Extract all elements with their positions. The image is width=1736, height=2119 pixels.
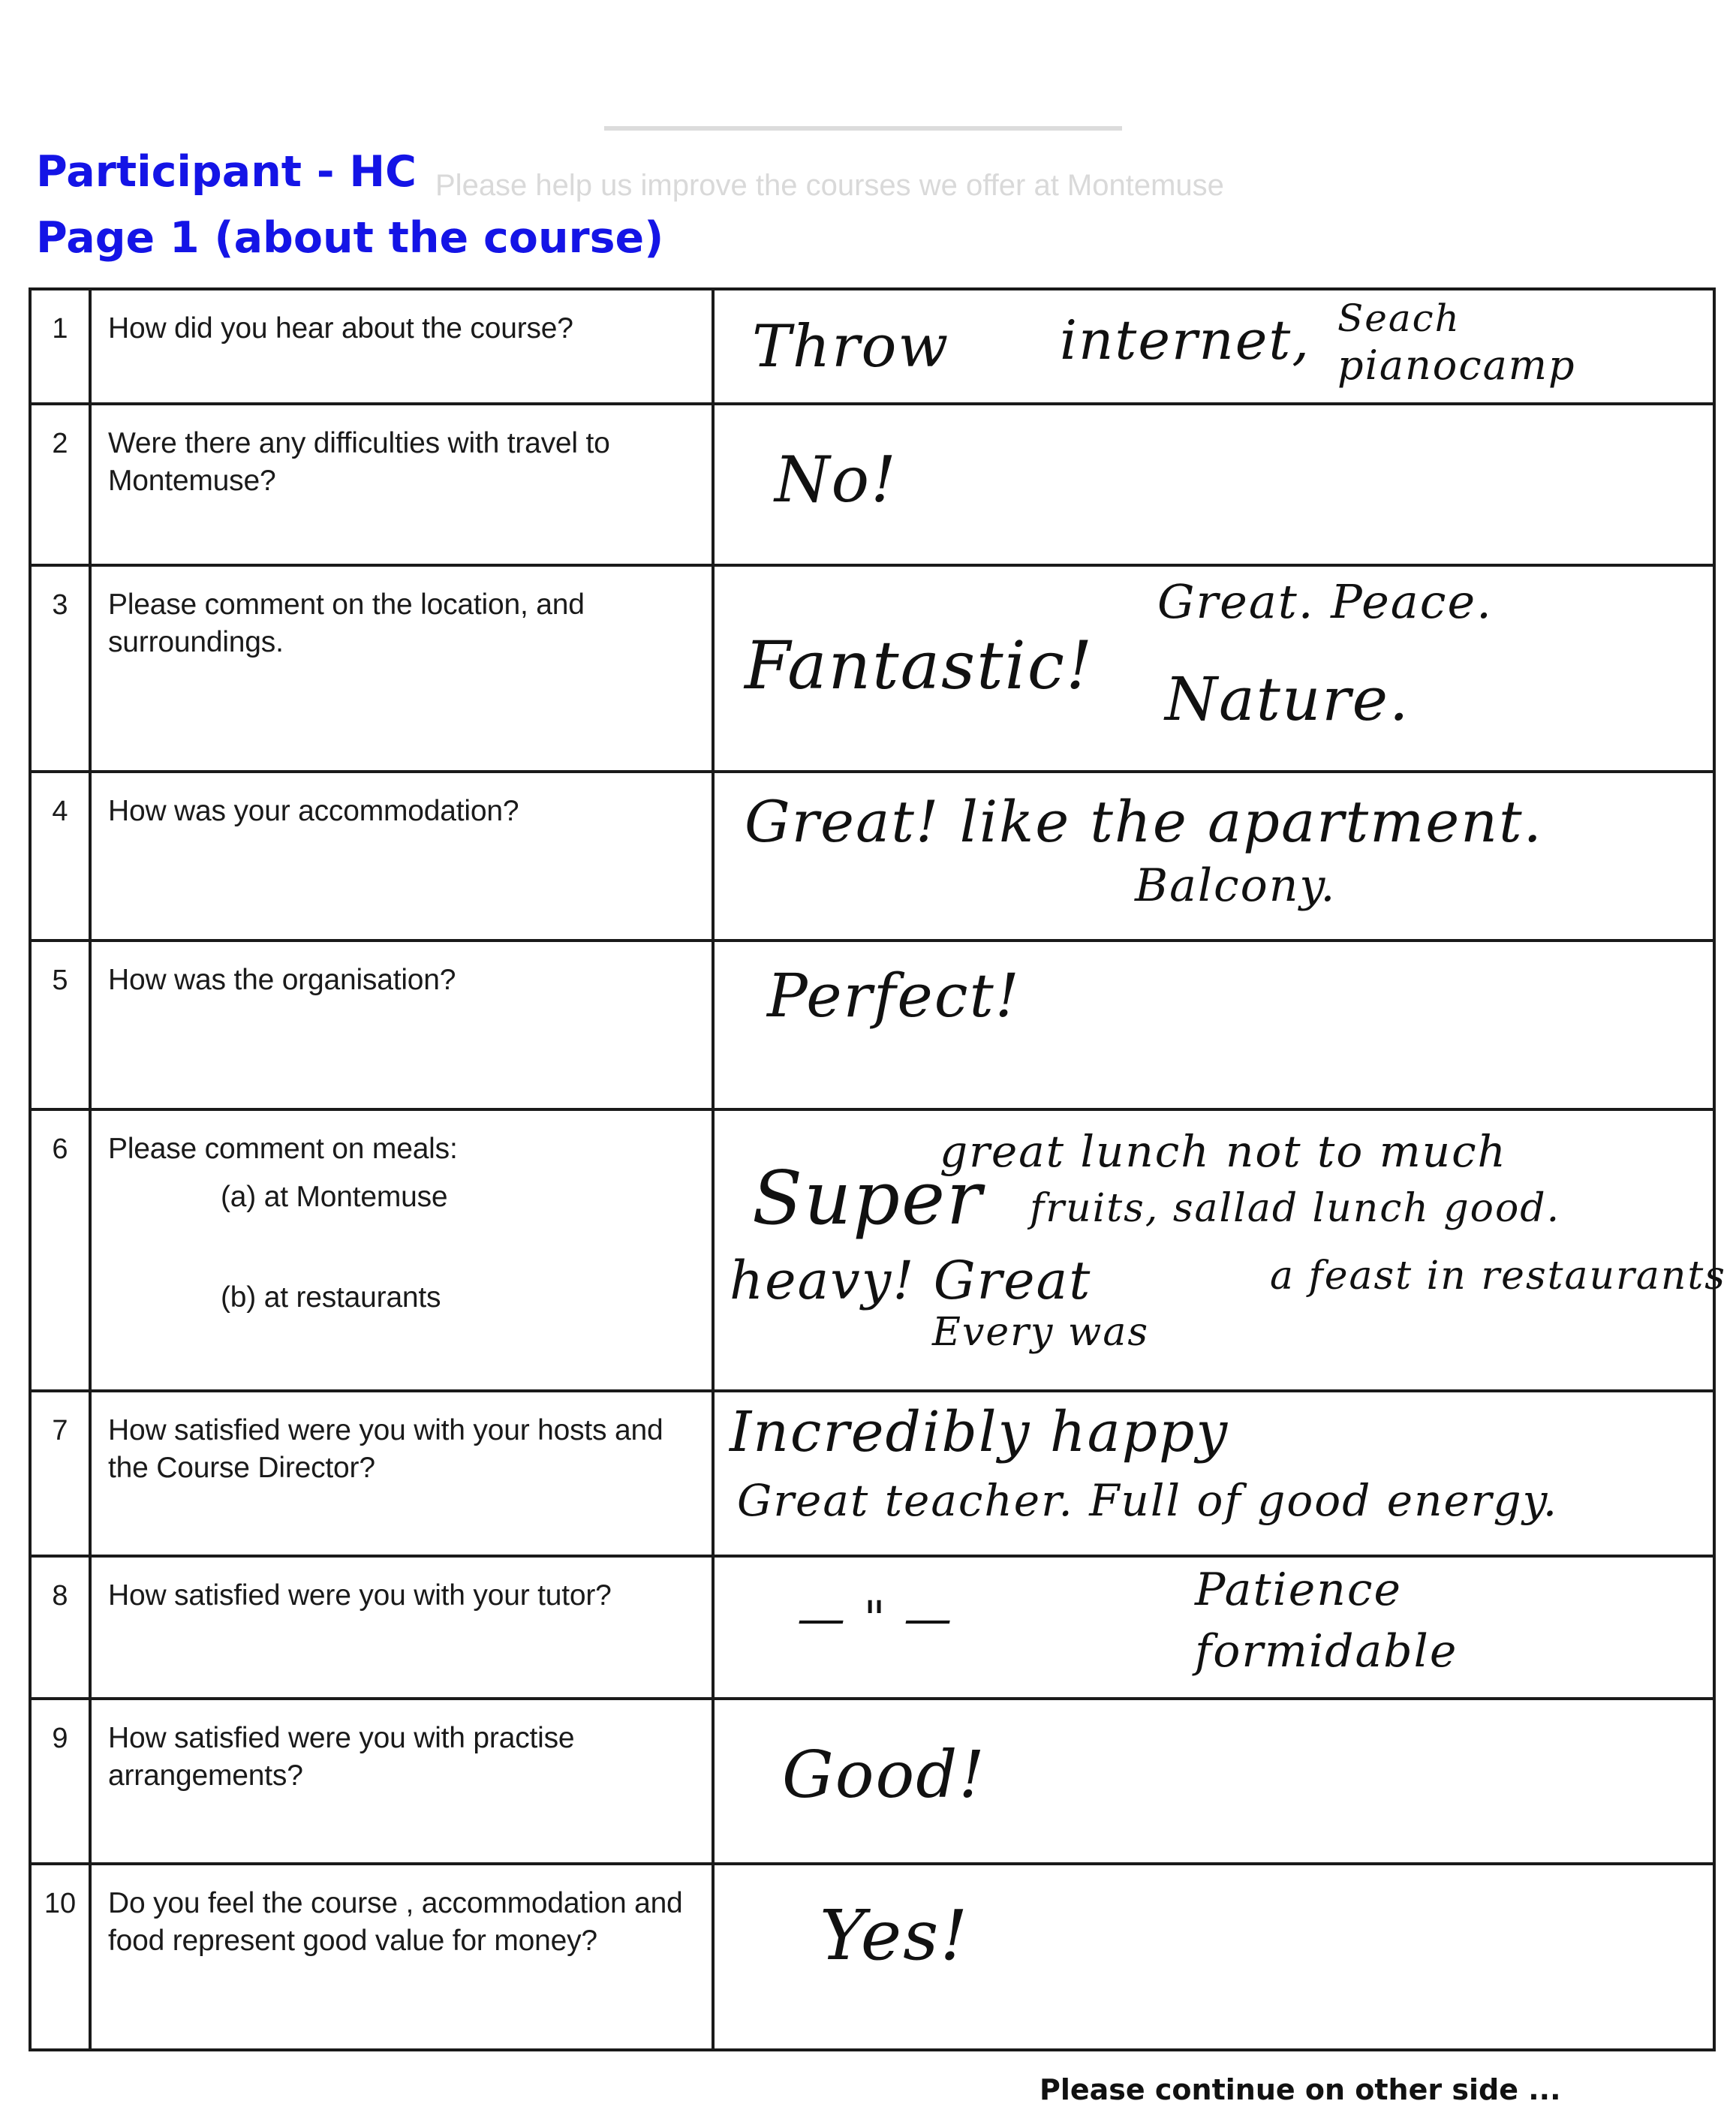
faded-heading-rule — [604, 126, 1122, 131]
handwritten-answer: Seach — [1337, 296, 1461, 340]
answer-cell — [713, 1109, 1726, 1391]
handwritten-answer: Super — [752, 1156, 983, 1242]
question-row-2 — [30, 404, 1714, 565]
question-number: 2 — [30, 404, 90, 565]
page-title — [36, 139, 663, 271]
handwritten-answer: pianocamp — [1337, 342, 1576, 389]
handwritten-answer: great lunch not to much — [940, 1126, 1507, 1177]
question-text: How satisfied were you with your tutor? — [90, 1556, 713, 1699]
answer-cell — [713, 1556, 1714, 1699]
question-row-9 — [30, 1699, 1714, 1864]
question-text: Do you feel the course , accommodation and food represent good value for money? — [90, 1864, 713, 2050]
question-text: How was the organisation? — [90, 941, 713, 1109]
question-sub-a: (a) at Montemuse — [221, 1181, 448, 1213]
handwritten-answer: Great teacher. Full of good energy. — [737, 1475, 1559, 1526]
question-row-7 — [30, 1391, 1714, 1556]
answer-cell — [713, 1699, 1714, 1864]
handwritten-answer: fruits, sallad lunch good. — [1030, 1186, 1561, 1231]
participant-label: Participant - HC — [36, 147, 417, 197]
handwritten-answer: Every was — [932, 1310, 1150, 1355]
question-row-6 — [30, 1109, 1714, 1391]
handwritten-answer: Patience — [1195, 1564, 1403, 1616]
question-text-main: Please comment on meals: — [108, 1133, 458, 1165]
handwritten-answer: heavy! Great — [730, 1250, 1092, 1311]
question-row-5 — [30, 941, 1714, 1109]
handwritten-answer: Perfect! — [767, 961, 1021, 1031]
question-number: 4 — [30, 772, 90, 941]
question-row-10 — [30, 1864, 1714, 2050]
handwritten-answer: — " — — [797, 1591, 954, 1647]
handwritten-answer: Nature. — [1165, 664, 1410, 734]
answer-cell — [713, 772, 1714, 941]
handwritten-answer: Yes! — [820, 1895, 970, 1976]
question-text: How satisfied were you with your hosts and the Course Director? — [90, 1391, 713, 1556]
continue-note: Please continue on other side ... — [1039, 2073, 1561, 2106]
handwritten-answer: Balcony. — [1135, 859, 1337, 912]
question-text: Please comment on the location, and surroundings. — [90, 565, 713, 772]
question-number: 6 — [30, 1109, 90, 1391]
handwritten-answer: Throw — [752, 313, 950, 381]
question-row-8 — [30, 1556, 1714, 1699]
question-row-4 — [30, 772, 1714, 941]
handwritten-answer: Incredibly happy — [730, 1400, 1229, 1464]
question-number: 5 — [30, 941, 90, 1109]
question-row-1 — [30, 289, 1714, 404]
answer-cell — [713, 1864, 1714, 2050]
handwritten-answer: internet, — [1060, 309, 1311, 372]
question-text: How did you hear about the course? — [90, 289, 713, 404]
handwritten-answer: formidable — [1195, 1625, 1458, 1678]
question-text: How was your accommodation? — [90, 772, 713, 941]
question-number: 8 — [30, 1556, 90, 1699]
handwritten-answer: a feast in restaurants — [1270, 1254, 1726, 1299]
question-text — [90, 1109, 713, 1391]
answer-cell — [713, 404, 1714, 565]
page-label: Page 1 (about the course) — [36, 213, 664, 263]
answer-cell — [713, 1391, 1714, 1556]
answer-cell — [713, 565, 1714, 772]
answer-cell — [713, 289, 1714, 404]
handwritten-answer: No! — [775, 443, 898, 516]
question-sub-b: (b) at restaurants — [221, 1281, 441, 1314]
answer-cell — [713, 941, 1714, 1109]
question-number: 7 — [30, 1391, 90, 1556]
question-row-3 — [30, 565, 1714, 772]
question-number: 1 — [30, 289, 90, 404]
question-number: 3 — [30, 565, 90, 772]
handwritten-answer: Great. Peace. — [1157, 574, 1493, 629]
handwritten-answer: Good! — [782, 1738, 986, 1813]
question-text: How satisfied were you with practise arrangements? — [90, 1699, 713, 1864]
faded-form-heading: Please help us improve the courses we offer at Montemuse — [435, 169, 1224, 202]
question-text: Were there any difficulties with travel to Montemuse? — [90, 404, 713, 565]
handwritten-answer: Great! like the apartment. — [745, 788, 1543, 855]
handwritten-answer: Fantastic! — [745, 627, 1094, 704]
feedback-form-table — [29, 287, 1726, 2051]
question-number: 9 — [30, 1699, 90, 1864]
question-number: 10 — [30, 1864, 90, 2050]
